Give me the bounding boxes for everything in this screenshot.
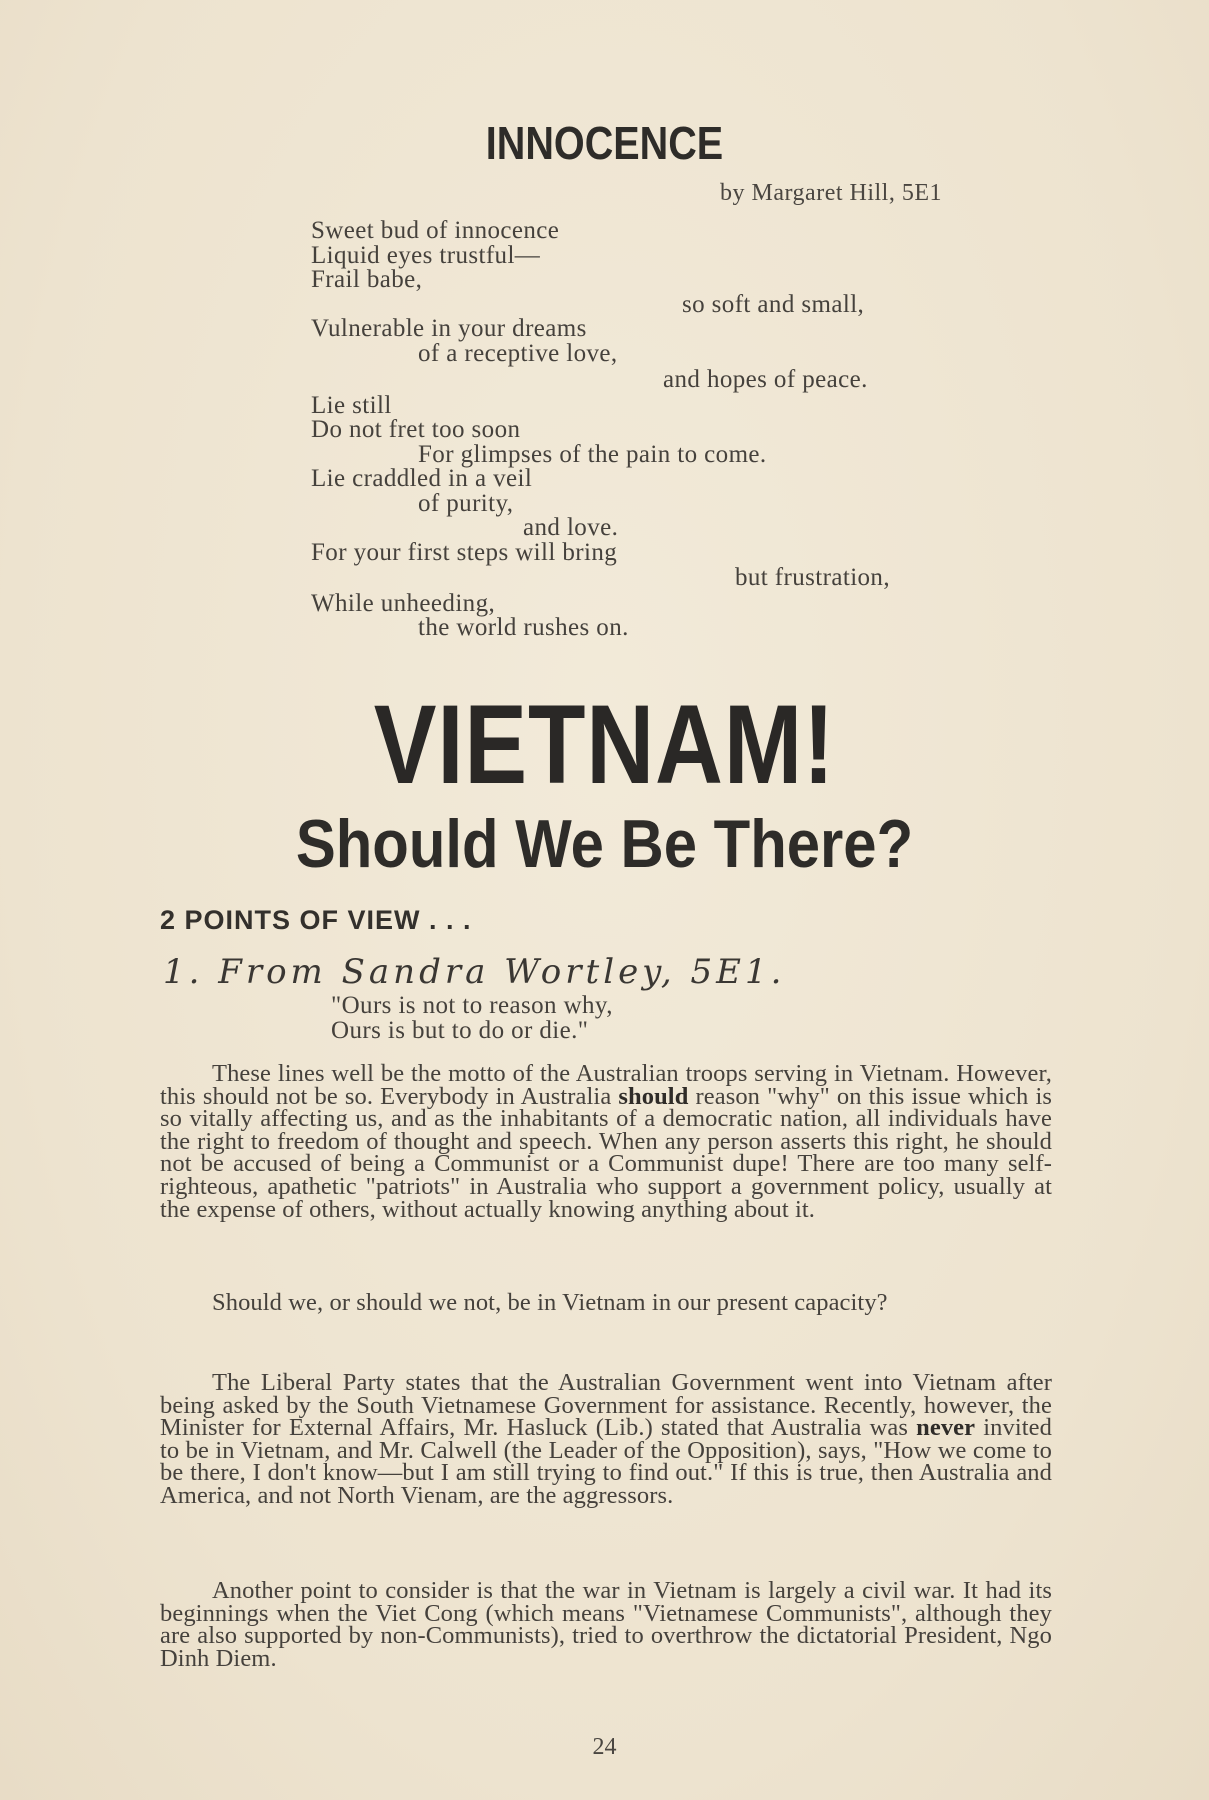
quote-line: "Ours is not to reason why,: [331, 992, 613, 1019]
poem-line: of a receptive love,: [418, 340, 618, 367]
paragraph: [160, 1060, 1052, 1223]
poem-line: While unheeding,: [311, 590, 496, 617]
poem-line: of purity,: [418, 490, 514, 517]
paragraph-text: These lines well be the motto of the Australian troops serving in Vietnam. However, this should not be so. Everybody in Australia: [160, 1060, 1052, 1110]
poem-line: and love.: [523, 514, 619, 541]
paragraph: [160, 1369, 1052, 1509]
poem-byline: by Margaret Hill, 5E1: [720, 180, 943, 206]
points-heading: 2 POINTS OF VIEW . . .: [160, 905, 472, 935]
paragraph: Another point to consider is that the war in Vietnam is largely a civil war. It had its beginnings when the Viet Cong (which means "Vietnamese Communists", although they are also supported by non-Communists), tried to overthrow the dictatorial President, Ngo Dinh Diem.: [160, 1577, 1052, 1672]
poem-line: the world rushes on.: [418, 614, 629, 641]
poem-line: but frustration,: [735, 564, 890, 591]
article-body: [160, 1369, 1052, 1509]
poem-line: Lie still: [311, 392, 392, 419]
paragraph-text: invited to be in Vietnam, and Mr. Calwell (the Leader of the Opposition), says, "How we come to be there, I don't know—but I am still trying to find out." If this is true, then Australia and America, and not North Vienam, are the aggressors.: [160, 1414, 1052, 1509]
paragraph-text: reason "why" on this issue which is so vitally affecting us, and as the inhabitants of a democratic nation, all individuals have the right to freedom of thought and speech. When any person asserts this right, he should not be accused of being a Communist or a Communist dupe! There are too many self-righteous, apathetic "patriots" in Australia who support a government policy, usually at the expense of others, without actually knowing anything about it.: [160, 1082, 1052, 1223]
poem-line: Lie craddled in a veil: [311, 465, 533, 492]
paragraph-text: The Liberal Party states that the Australian Government went into Vietnam after being asked by the South Vietnamese Government for assistance. Recently, however, the Minister for External Affairs, Mr. Hasluck (Lib.) stated that Australia was: [160, 1369, 1052, 1442]
poem-line: Sweet bud of innocence: [311, 217, 560, 244]
page-number: 24: [592, 1734, 617, 1760]
paragraph: Should we, or should we not, be in Vietnam in our present capacity?: [212, 1289, 888, 1316]
poem-line: so soft and small,: [682, 291, 865, 318]
article-body: [160, 1060, 1052, 1223]
author-line: 1. From Sandra Wortley, 5E1.: [163, 952, 786, 992]
quote-line: Ours is but to do or die.": [331, 1017, 589, 1044]
poem-line: Liquid eyes trustful—: [311, 242, 541, 269]
article-subheadline: Should We Be There?: [295, 806, 914, 882]
poem-title: INNOCENCE: [485, 117, 724, 169]
article-body: [160, 1289, 1052, 1316]
article-headline: VIETNAM!: [373, 682, 836, 807]
poem-line: Frail babe,: [311, 266, 423, 293]
article-body: [160, 1577, 1052, 1672]
emphasis-text: never: [916, 1414, 976, 1442]
poem-line: Vulnerable in your dreams: [311, 315, 587, 342]
poem-line: For glimpses of the pain to come.: [418, 441, 767, 468]
emphasis-text: should: [618, 1082, 689, 1110]
poem-line: and hopes of peace.: [663, 366, 868, 393]
poem-line: For your first steps will bring: [311, 539, 618, 566]
poem-line: Do not fret too soon: [311, 416, 521, 443]
